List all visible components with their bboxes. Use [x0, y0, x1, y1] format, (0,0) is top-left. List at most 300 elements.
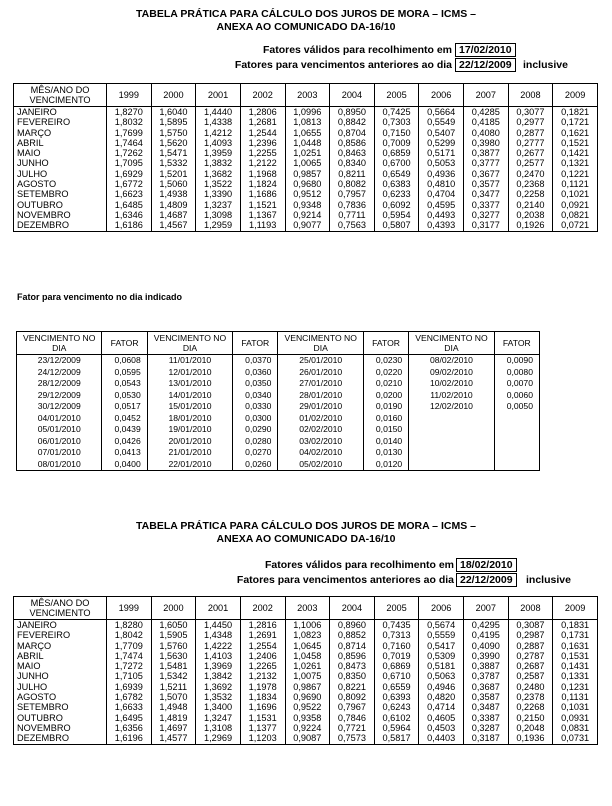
factor-cell: 1,1203 — [240, 733, 285, 744]
daily-factor-cell: 0,0340 — [233, 390, 278, 402]
factor-cell: 0,3777 — [464, 158, 509, 168]
due-date-cell: 30/12/2009 — [17, 401, 102, 413]
factor-cell: 1,0458 — [285, 651, 330, 661]
due-date-cell: 06/01/2010 — [17, 436, 102, 448]
factor-cell: 0,6393 — [374, 692, 419, 702]
month-cell: MAIO — [14, 661, 107, 671]
daily-factor-cell: 0,0360 — [233, 367, 278, 379]
factor-cell: 0,2987 — [508, 630, 553, 640]
daily-factor-cell: 0,0140 — [363, 436, 408, 448]
due-date-cell: 05/02/2010 — [278, 459, 363, 471]
factor-cell: 0,1821 — [553, 107, 598, 118]
due-date-header: VENCIMENTO NO DIA — [17, 332, 102, 355]
month-cell: MARÇO — [14, 128, 107, 138]
factor-cell: 0,9348 — [285, 200, 330, 210]
factor-cell: 1,5211 — [151, 682, 196, 692]
due-date-cell: 02/02/2010 — [278, 424, 363, 436]
factor-cell: 1,4809 — [151, 200, 196, 210]
factor-cell: 1,7262 — [107, 148, 152, 158]
factor-cell: 1,4222 — [196, 641, 241, 651]
factor-cell: 0,5807 — [374, 220, 419, 231]
factor-cell: 0,8350 — [330, 671, 375, 681]
factor-cell: 0,7967 — [330, 702, 375, 712]
factor-cell: 0,5053 — [419, 158, 464, 168]
factor-cell: 0,3687 — [464, 682, 509, 692]
factor-cell: 1,8042 — [107, 630, 152, 640]
due-date-cell: 09/02/2010 — [409, 367, 494, 379]
factor-cell: 1,3522 — [196, 179, 241, 189]
daily-factor-cell: 0,0080 — [494, 367, 539, 379]
factor-cell: 0,7303 — [374, 117, 419, 127]
factor-cell: 0,8960 — [330, 620, 375, 631]
due-date-cell: 28/12/2009 — [17, 378, 102, 390]
due-date-cell: 14/01/2010 — [147, 390, 232, 402]
factor-cell: 0,3577 — [464, 179, 509, 189]
factor-cell: 0,8082 — [330, 179, 375, 189]
due-date-header: VENCIMENTO NO DIA — [147, 332, 232, 355]
header-row — [17, 332, 540, 355]
factor-cell: 1,4938 — [151, 189, 196, 199]
daily-factor-cell: 0,0050 — [494, 401, 539, 413]
year-header: 2008 — [508, 597, 553, 620]
factor-cell: 1,7464 — [107, 138, 152, 148]
month-cell: AGOSTO — [14, 692, 107, 702]
factor-cell: 1,0448 — [285, 138, 330, 148]
factor-cell: 1,7105 — [107, 671, 152, 681]
factor-cell: 0,2887 — [508, 641, 553, 651]
month-cell: JUNHO — [14, 158, 107, 168]
daily-factor-table — [16, 331, 540, 471]
month-cell: JULHO — [14, 682, 107, 692]
factor-cell: 1,3959 — [196, 148, 241, 158]
year-header: 2003 — [285, 597, 330, 620]
factor-cell: 0,6549 — [374, 169, 419, 179]
month-cell: ABRIL — [14, 651, 107, 661]
due-date-header: VENCIMENTO NO DIA — [278, 332, 363, 355]
section1-valid-label: Fatores válidos para recolhimento em — [262, 44, 452, 56]
factor-cell: 0,3877 — [464, 148, 509, 158]
due-date-cell: 28/01/2010 — [278, 390, 363, 402]
factor-cell: 1,5201 — [151, 169, 196, 179]
factor-cell: 0,7150 — [374, 128, 419, 138]
table-row — [14, 733, 598, 744]
factor-cell: 0,2787 — [508, 651, 553, 661]
daily-factor-cell: 0,0530 — [102, 390, 147, 402]
factor-cell: 1,1521 — [240, 200, 285, 210]
daily-factor-cell: 0,0160 — [363, 413, 408, 425]
table-row — [17, 413, 540, 425]
factor-cell: 1,4450 — [196, 620, 241, 631]
month-cell: FEVEREIRO — [14, 630, 107, 640]
year-header: 2004 — [330, 84, 375, 107]
daily-factor-cell: 0,0452 — [102, 413, 147, 425]
factor-cell: 1,3969 — [196, 661, 241, 671]
section2-title-line1: TABELA PRÁTICA PARA CÁLCULO DOS JUROS DE MORA – ICMS – — [136, 520, 476, 532]
table-row — [14, 671, 598, 681]
daily-factor-cell: 0,0370 — [233, 355, 278, 367]
due-date-cell: 29/01/2010 — [278, 401, 363, 413]
factor-cell: 1,2255 — [240, 148, 285, 158]
factor-cell: 1,2806 — [240, 107, 285, 118]
month-cell: JANEIRO — [14, 620, 107, 631]
year-header: 2007 — [464, 84, 509, 107]
factor-cell: 1,3842 — [196, 671, 241, 681]
header-row — [14, 84, 598, 107]
factor-cell: 1,5332 — [151, 158, 196, 168]
factor-cell: 0,2038 — [508, 210, 553, 220]
factor-cell: 1,2406 — [240, 651, 285, 661]
factor-cell: 1,6772 — [107, 179, 152, 189]
due-date-cell: 19/01/2010 — [147, 424, 232, 436]
due-date-cell: 24/12/2009 — [17, 367, 102, 379]
factor-cell: 1,0261 — [285, 661, 330, 671]
factor-cell: 0,5417 — [419, 641, 464, 651]
factor-cell: 0,4403 — [419, 733, 464, 744]
factor-cell: 1,6623 — [107, 189, 152, 199]
table-row — [14, 158, 598, 168]
factor-cell: 0,4090 — [464, 641, 509, 651]
section1-title-line1: TABELA PRÁTICA PARA CÁLCULO DOS JUROS DE MORA – ICMS – — [136, 8, 476, 20]
factor-cell: 0,5664 — [419, 107, 464, 118]
factor-cell: 0,8714 — [330, 641, 375, 651]
due-date-cell: 27/01/2010 — [278, 378, 363, 390]
factor-cell: 0,8586 — [330, 138, 375, 148]
factor-cell: 0,4493 — [419, 210, 464, 220]
factor-cell: 0,0921 — [553, 200, 598, 210]
table-row — [14, 630, 598, 640]
section2-factor-table — [13, 596, 598, 745]
factor-cell: 0,1926 — [508, 220, 553, 231]
factor-cell: 0,4810 — [419, 179, 464, 189]
factor-cell: 1,0251 — [285, 148, 330, 158]
factor-cell: 0,9077 — [285, 220, 330, 231]
factor-cell: 0,4820 — [419, 692, 464, 702]
month-cell: SETEMBRO — [14, 702, 107, 712]
due-date-cell: 15/01/2010 — [147, 401, 232, 413]
table-row — [17, 390, 540, 402]
daily-factor-cell: 0,0595 — [102, 367, 147, 379]
factor-cell: 1,2122 — [240, 158, 285, 168]
factor-cell: 0,3487 — [464, 702, 509, 712]
factor-cell: 1,3682 — [196, 169, 241, 179]
factor-cell: 0,8211 — [330, 169, 375, 179]
due-date-cell: 08/01/2010 — [17, 459, 102, 471]
due-date-cell: 26/01/2010 — [278, 367, 363, 379]
factor-cell: 0,2470 — [508, 169, 553, 179]
daily-factor-cell: 0,0070 — [494, 378, 539, 390]
factor-cell: 0,1531 — [553, 651, 598, 661]
daily-factor-cell: 0,0190 — [363, 401, 408, 413]
factor-cell: 0,8092 — [330, 692, 375, 702]
factor-cell: 0,3177 — [464, 220, 509, 231]
year-header: 2009 — [553, 597, 598, 620]
factor-cell: 0,6710 — [374, 671, 419, 681]
factor-cell: 0,1331 — [553, 671, 598, 681]
year-header: 1999 — [107, 597, 152, 620]
table-row — [17, 401, 540, 413]
factor-cell: 0,2687 — [508, 661, 553, 671]
due-date-cell: 13/01/2010 — [147, 378, 232, 390]
due-date-cell: 05/01/2010 — [17, 424, 102, 436]
daily-factor-cell: 0,0439 — [102, 424, 147, 436]
factor-cell: 0,6559 — [374, 682, 419, 692]
year-header: 2000 — [151, 84, 196, 107]
daily-factor-cell: 0,0200 — [363, 390, 408, 402]
factor-cell: 1,4338 — [196, 117, 241, 127]
factor-cell: 1,5620 — [151, 138, 196, 148]
factor-cell: 1,2959 — [196, 220, 241, 231]
factor-cell: 1,6356 — [107, 723, 152, 733]
year-header: 2002 — [240, 84, 285, 107]
section1-previous-date: 22/12/2009 — [455, 58, 516, 72]
year-header: 2002 — [240, 597, 285, 620]
factor-cell: 0,7425 — [374, 107, 419, 118]
section1-valid-date: 17/02/2010 — [455, 43, 516, 57]
factor-cell: 0,7009 — [374, 138, 419, 148]
table-row — [14, 128, 598, 138]
factor-cell: 0,6243 — [374, 702, 419, 712]
factor-cell: 0,9214 — [285, 210, 330, 220]
table-row — [14, 641, 598, 651]
factor-cell: 1,7709 — [107, 641, 152, 651]
factor-header: FATOR — [102, 332, 147, 355]
section2-valid-line — [0, 559, 454, 572]
section2-inclusive: inclusive — [526, 574, 571, 586]
month-cell: SETEMBRO — [14, 189, 107, 199]
factor-cell: 1,5070 — [151, 692, 196, 702]
factor-cell: 0,0821 — [553, 210, 598, 220]
factor-cell: 1,3247 — [196, 713, 241, 723]
daily-factor-cell: 0,0290 — [233, 424, 278, 436]
daily-factor-cell: 0,0210 — [363, 378, 408, 390]
factor-cell: 1,5481 — [151, 661, 196, 671]
factor-cell: 0,1831 — [553, 620, 598, 631]
factor-cell: 0,3990 — [464, 651, 509, 661]
table-row — [14, 148, 598, 158]
daily-factor-cell — [494, 447, 539, 459]
section1-previous-label: Fatores para vencimentos anteriores ao dia — [234, 59, 452, 71]
factor-cell: 0,5299 — [419, 138, 464, 148]
factor-cell: 0,8596 — [330, 651, 375, 661]
month-cell: OUTUBRO — [14, 713, 107, 723]
table-row — [14, 189, 598, 199]
table-row — [14, 179, 598, 189]
factor-cell: 0,5549 — [419, 117, 464, 127]
factor-cell: 0,5817 — [374, 733, 419, 744]
factor-cell: 1,4093 — [196, 138, 241, 148]
factor-cell: 0,4285 — [464, 107, 509, 118]
factor-cell: 0,2368 — [508, 179, 553, 189]
table-row — [17, 367, 540, 379]
factor-cell: 0,4605 — [419, 713, 464, 723]
factor-cell: 1,4440 — [196, 107, 241, 118]
table-row — [14, 117, 598, 127]
factor-cell: 1,0823 — [285, 630, 330, 640]
table-row — [14, 220, 598, 231]
year-header: 2008 — [508, 84, 553, 107]
factor-cell: 0,5309 — [419, 651, 464, 661]
factor-cell: 1,6929 — [107, 169, 152, 179]
year-header: 2006 — [419, 597, 464, 620]
month-cell: OUTUBRO — [14, 200, 107, 210]
factor-cell: 1,2132 — [240, 671, 285, 681]
factor-cell: 1,7699 — [107, 128, 152, 138]
factor-cell: 0,5674 — [419, 620, 464, 631]
factor-cell: 1,8280 — [107, 620, 152, 631]
factor-cell: 0,6383 — [374, 179, 419, 189]
table-row — [17, 424, 540, 436]
factor-cell: 1,2265 — [240, 661, 285, 671]
factor-cell: 0,6233 — [374, 189, 419, 199]
due-date-cell: 04/01/2010 — [17, 413, 102, 425]
factor-cell: 1,3237 — [196, 200, 241, 210]
factor-cell: 0,4195 — [464, 630, 509, 640]
daily-factor-cell — [494, 413, 539, 425]
month-cell: MAIO — [14, 148, 107, 158]
factor-cell: 0,6859 — [374, 148, 419, 158]
factor-cell: 0,3587 — [464, 692, 509, 702]
factor-cell: 1,6633 — [107, 702, 152, 712]
factor-header: FATOR — [233, 332, 278, 355]
table-row — [14, 723, 598, 733]
factor-cell: 0,2777 — [508, 138, 553, 148]
due-date-cell: 12/02/2010 — [409, 401, 494, 413]
factor-cell: 0,4946 — [419, 682, 464, 692]
factor-cell: 0,7573 — [330, 733, 375, 744]
factor-cell: 0,9690 — [285, 692, 330, 702]
factor-cell: 1,4103 — [196, 651, 241, 661]
year-header: 2001 — [196, 84, 241, 107]
factor-cell: 0,3477 — [464, 189, 509, 199]
factor-cell: 0,4295 — [464, 620, 509, 631]
factor-cell: 1,3098 — [196, 210, 241, 220]
factor-cell: 0,1131 — [553, 692, 598, 702]
factor-cell: 0,7957 — [330, 189, 375, 199]
daily-factor-cell: 0,0130 — [363, 447, 408, 459]
factor-cell: 1,6495 — [107, 713, 152, 723]
factor-cell: 0,1221 — [553, 169, 598, 179]
factor-cell: 1,2816 — [240, 620, 285, 631]
factor-cell: 0,0721 — [553, 220, 598, 231]
section1-factor-table — [13, 83, 598, 232]
due-date-cell: 03/02/2010 — [278, 436, 363, 448]
month-cell: JULHO — [14, 169, 107, 179]
factor-cell: 0,1021 — [553, 189, 598, 199]
year-header: 2003 — [285, 84, 330, 107]
factor-cell: 0,7836 — [330, 200, 375, 210]
daily-factor-cell: 0,0330 — [233, 401, 278, 413]
factor-cell: 0,4714 — [419, 702, 464, 712]
factor-cell: 0,3887 — [464, 661, 509, 671]
factor-cell: 1,2691 — [240, 630, 285, 640]
factor-cell: 0,8340 — [330, 158, 375, 168]
daily-factor-cell: 0,0220 — [363, 367, 408, 379]
daily-factor-cell: 0,0150 — [363, 424, 408, 436]
table-row — [14, 620, 598, 631]
table-row — [14, 702, 598, 712]
factor-cell: 0,6092 — [374, 200, 419, 210]
daily-factor-cell: 0,0230 — [363, 355, 408, 367]
table-row — [14, 210, 598, 220]
factor-cell: 0,7846 — [330, 713, 375, 723]
factor-cell: 1,4948 — [151, 702, 196, 712]
factor-cell: 0,1121 — [553, 179, 598, 189]
factor-cell: 1,1834 — [240, 692, 285, 702]
factor-cell: 1,6782 — [107, 692, 152, 702]
daily-factor-cell: 0,0413 — [102, 447, 147, 459]
factor-cell: 0,5171 — [419, 148, 464, 158]
factor-cell: 0,2140 — [508, 200, 553, 210]
due-date-cell: 21/01/2010 — [147, 447, 232, 459]
due-date-cell: 20/01/2010 — [147, 436, 232, 448]
factor-cell: 0,7711 — [330, 210, 375, 220]
due-date-cell: 10/02/2010 — [409, 378, 494, 390]
factor-cell: 0,4393 — [419, 220, 464, 231]
factor-cell: 0,9867 — [285, 682, 330, 692]
factor-cell: 0,9512 — [285, 189, 330, 199]
factor-cell: 0,4185 — [464, 117, 509, 127]
factor-cell: 1,4577 — [151, 733, 196, 744]
factor-cell: 0,2150 — [508, 713, 553, 723]
table-row — [14, 107, 598, 118]
year-header: 1999 — [107, 84, 152, 107]
table-row — [14, 651, 598, 661]
daily-factor-cell: 0,0350 — [233, 378, 278, 390]
year-header: 2007 — [464, 597, 509, 620]
corner-header: MÊS/ANO DO VENCIMENTO — [14, 597, 107, 620]
factor-cell: 0,3277 — [464, 210, 509, 220]
factor-cell: 0,2977 — [508, 117, 553, 127]
section1-previous-line — [0, 59, 452, 72]
factor-cell: 0,9680 — [285, 179, 330, 189]
factor-cell: 0,1936 — [508, 733, 553, 744]
factor-cell: 1,4819 — [151, 713, 196, 723]
factor-cell: 0,2677 — [508, 148, 553, 158]
section2-title-line2: ANEXA AO COMUNICADO DA-16/10 — [216, 533, 396, 545]
daily-factor-cell — [494, 436, 539, 448]
factor-cell: 0,2877 — [508, 128, 553, 138]
factor-cell: 0,2577 — [508, 158, 553, 168]
factor-cell: 1,0065 — [285, 158, 330, 168]
month-cell: FEVEREIRO — [14, 117, 107, 127]
factor-cell: 0,2378 — [508, 692, 553, 702]
factor-cell: 0,9224 — [285, 723, 330, 733]
factor-cell: 0,9522 — [285, 702, 330, 712]
factor-cell: 0,8704 — [330, 128, 375, 138]
table-row — [17, 378, 540, 390]
factor-cell: 1,4348 — [196, 630, 241, 640]
factor-cell: 0,6869 — [374, 661, 419, 671]
factor-cell: 0,1421 — [553, 148, 598, 158]
due-date-cell — [409, 459, 494, 471]
daily-factor-cell: 0,0400 — [102, 459, 147, 471]
factor-cell: 1,4687 — [151, 210, 196, 220]
due-date-cell: 08/02/2010 — [409, 355, 494, 367]
factor-cell: 1,1006 — [285, 620, 330, 631]
factor-cell: 0,7435 — [374, 620, 419, 631]
factor-cell: 1,3532 — [196, 692, 241, 702]
factor-cell: 0,8852 — [330, 630, 375, 640]
month-cell: MARÇO — [14, 641, 107, 651]
month-cell: AGOSTO — [14, 179, 107, 189]
table-row — [14, 200, 598, 210]
factor-cell: 0,0731 — [553, 733, 598, 744]
factor-cell: 0,5559 — [419, 630, 464, 640]
factor-cell: 1,1193 — [240, 220, 285, 231]
factor-cell: 0,1521 — [553, 138, 598, 148]
factor-cell: 1,1824 — [240, 179, 285, 189]
factor-cell: 0,1231 — [553, 682, 598, 692]
